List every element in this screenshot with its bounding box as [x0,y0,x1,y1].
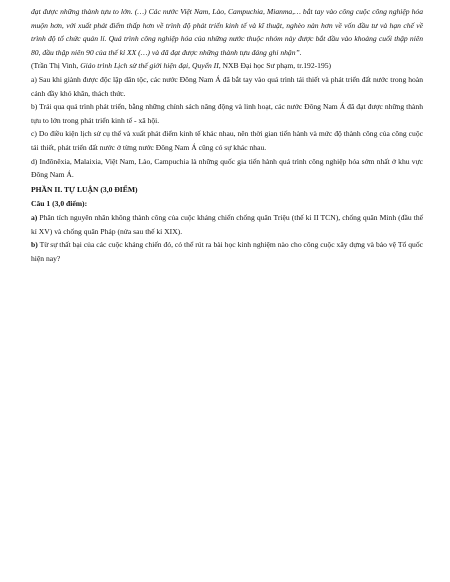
part-two-heading: PHẦN II. TỰ LUẬN (3,0 ĐIỂM) [31,184,138,194]
item-a-text: Phân tích nguyên nhân không thành công của cuộc kháng chiến chống quân Triệu (thế kỉ II TCN), chống quân Minh (đầu thế kỉ XV) và chống quân Pháp (nửa sau thế kỉ XIX). [31,212,423,236]
citation-suffix: , NXB Đại học Sư phạm, tr.192-195) [218,61,332,71]
citation-book-title: Giáo trình Lịch sử thế giới hiện đại, Quyển II [80,61,219,71]
statement-d: d) Inđônêxia, Malaixia, Việt Nam, Lào, Campuchia là những quốc gia tiến hành quá trình công nghiệp hóa sớm nhất ở khu vực Đông Nam Á. [31,156,423,180]
question-item-b [31,238,423,265]
item-b-text: Từ sự thất bại của các cuộc kháng chiến đó, có thể rút ra bài học kinh nghiệm nào cho công cuộc xây dựng và bảo vệ Tổ quốc hiện nay? [31,240,423,263]
statement-b: b) Trải qua quá trình phát triển, bằng những chính sách năng động và linh hoạt, các nước Đông Nam Á đã đạt được những thành tựu to lớn trong phát triển kinh tế - xã hội. [31,102,423,125]
quoted-passage: đạt được những thành tựu to lớn. (…) Các nước Việt Nam, Lào, Campuchia, Mianma,… bắt tay vào công cuộc công nghiệp hóa muộn hơn, với xuất phát điểm thấp hơn về trình độ phát triển kinh tế và kĩ thuật, nghèo nàn hơn về vốn đầu tư và hạn chế về trình độ tổ chức quản lí. Quá trình công nghiệp hóa của những nước thuộc nhóm này được bắt đầu vào khoảng cuối thập niên 80, đầu thập niên 90 của thế kỉ XX (…) và đã đạt được những thành tựu đáng ghi nhận”. [31,7,423,57]
document-page [31,5,423,265]
source-citation [31,59,423,73]
question-one-title: Câu 1 (3,0 điểm): [31,199,88,209]
citation-prefix: (Trần Thị Vinh, [31,61,81,71]
item-a-label: a) [31,212,38,222]
item-b-label: b) [31,240,38,250]
statement-c: c) Do điều kiện lịch sử cụ thể và xuất phát điểm kinh tế khác nhau, nên thời gian tiến hành và mức độ thành công của công cuộc tái thiết, phát triển đất nước ở từng nước Đông Nam Á cũng có sự khác nhau. [31,129,423,152]
statement-a: a) Sau khi giành được độc lập dân tộc, các nước Đông Nam Á đã bắt tay vào quá trình tái thiết và phát triển đất nước trong hoàn cảnh đầy khó khăn, thách thức. [31,74,423,98]
question-item-a [31,211,423,238]
